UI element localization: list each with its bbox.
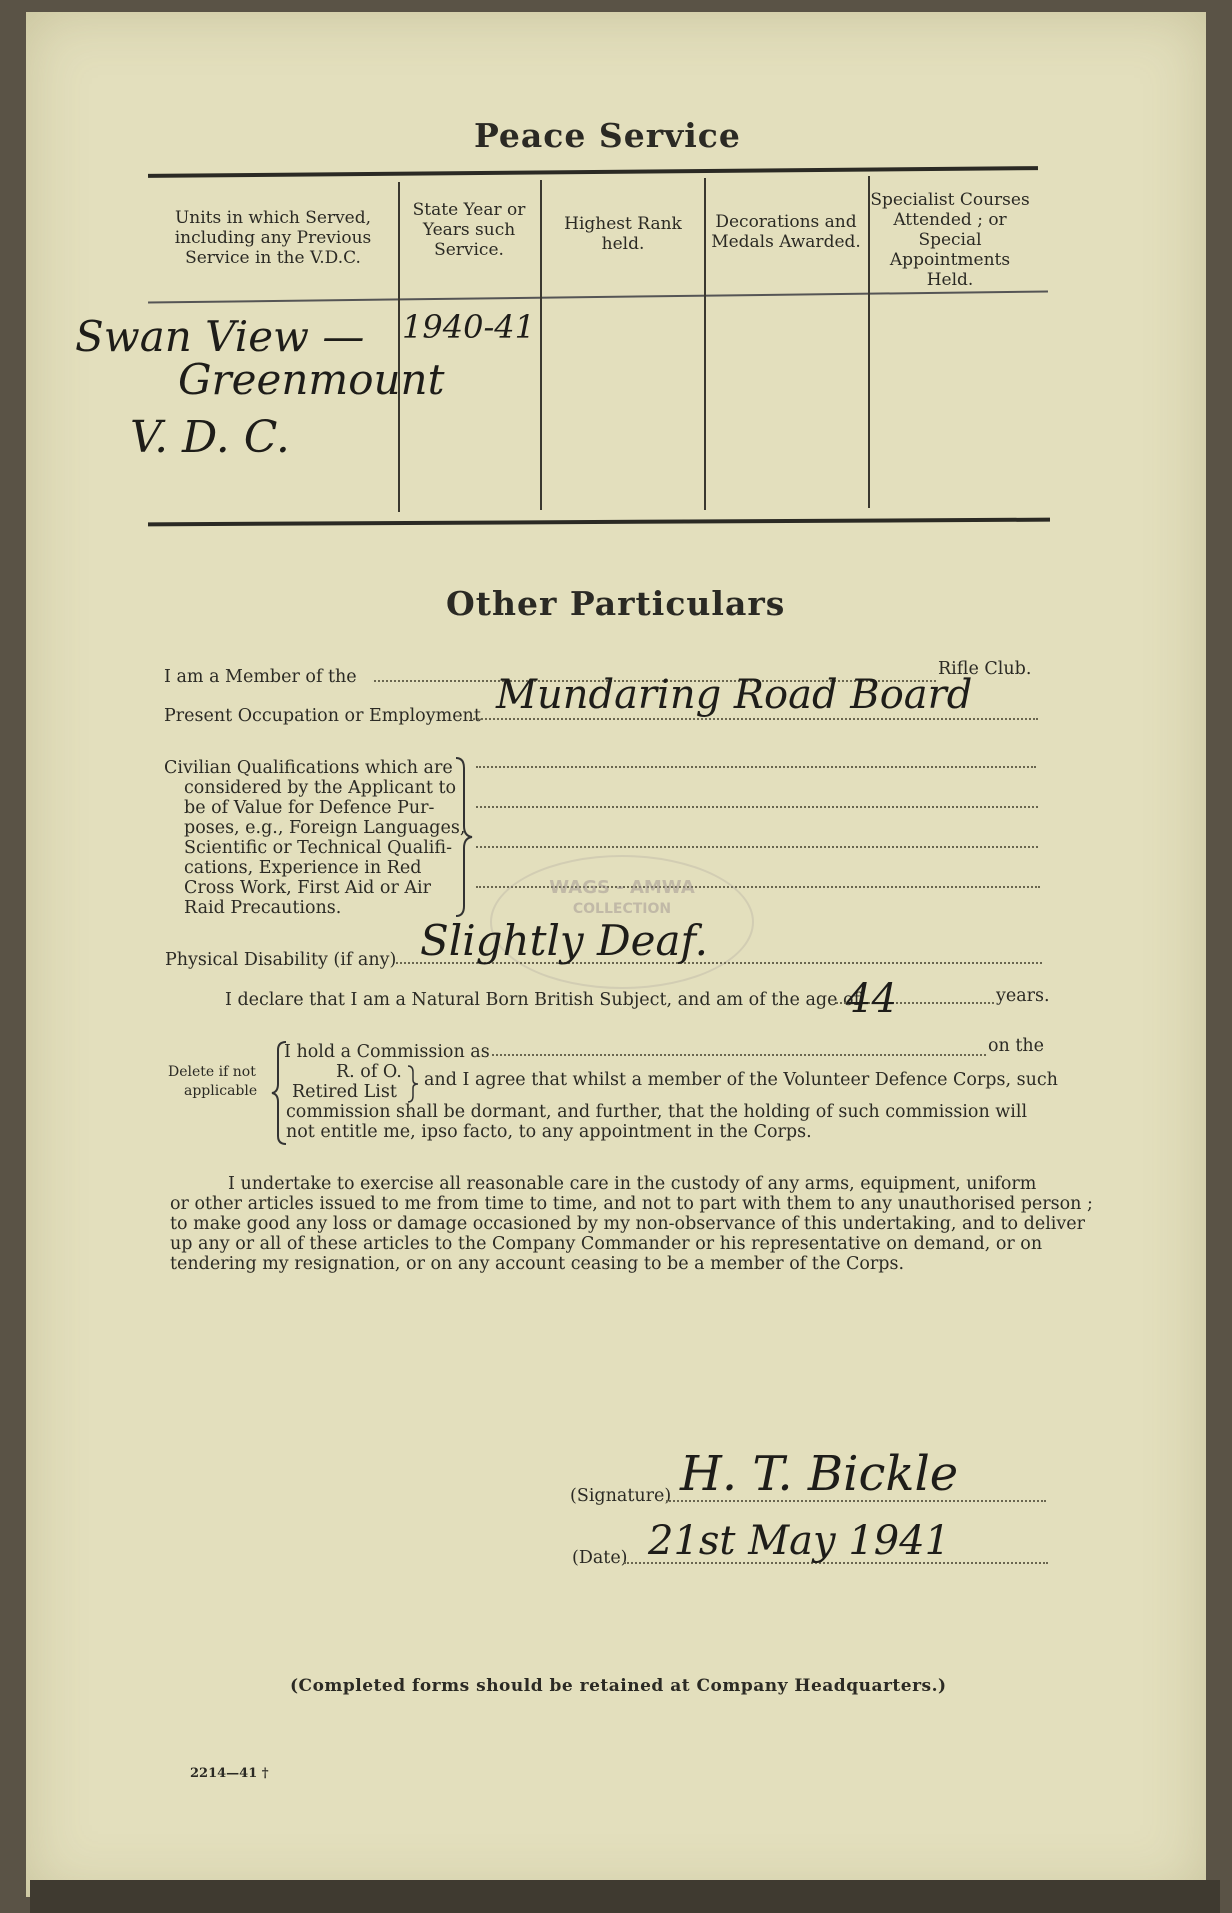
unit-entry-line3: V. D. C.	[130, 412, 290, 463]
col-header-rank: Highest Rank held.	[564, 214, 682, 254]
occupation-value: Mundaring Road Board	[496, 672, 973, 718]
delete-label-2: applicable	[184, 1083, 258, 1099]
col-header-decorations: Decorations and Medals Awarded.	[711, 212, 861, 252]
col-header-units: Units in which Served, including any Previous Service in the V.D.C.	[174, 208, 372, 268]
retired-list-brace	[406, 1064, 420, 1104]
member-label: I am a Member of the	[164, 667, 357, 687]
civilian-brace	[452, 756, 478, 918]
civilian-label-3: be of Value for Defence Pur-	[184, 798, 435, 818]
other-particulars-title: Other Particulars	[446, 584, 786, 623]
undertake-line-1: I undertake to exercise all reasonable care in the custody of any arms, equipment, uniform	[228, 1174, 1037, 1194]
unit-entry-line2: Greenmount	[178, 355, 445, 404]
commission-on-the: on the	[988, 1036, 1045, 1056]
occupation-label: Present Occupation or Employment	[164, 706, 481, 726]
civilian-label-5: Scientific or Technical Qualifi-	[184, 838, 452, 858]
civilian-fill-line-3[interactable]	[476, 846, 1038, 848]
page-shadow	[30, 1880, 1220, 1913]
occupation-fill-line[interactable]	[470, 718, 1038, 720]
civilian-label-2: considered by the Applicant to	[184, 778, 457, 798]
signature-label: (Signature)	[570, 1486, 672, 1506]
date-value: 21st May 1941	[648, 1518, 951, 1564]
declare-label: I declare that I am a Natural Born British Subject, and am of the age of	[225, 990, 861, 1010]
retention-note: (Completed forms should be retained at Company Headquarters.)	[290, 1676, 947, 1696]
commission-fill-line[interactable]	[492, 1054, 986, 1056]
disability-label: Physical Disability (if any)	[165, 950, 397, 970]
unit-entry-line1: Swan View —	[75, 312, 365, 361]
watermark-line1: WAGS - AMWA	[549, 877, 695, 898]
table-col-divider	[398, 182, 400, 512]
disability-value: Slightly Deaf.	[420, 916, 708, 965]
undertake-line-2: or other articles issued to me from time to time, and not to part with them to any unauthorised person ;	[170, 1194, 1093, 1214]
civilian-label-4: poses, e.g., Foreign Languages,	[184, 818, 466, 838]
peace-service-title: Peace Service	[474, 116, 741, 155]
watermark-line2: COLLECTION	[572, 901, 672, 917]
undertake-line-4: up any or all of these articles to the Company Commander or his representative on demand, or on	[170, 1234, 1043, 1254]
commission-line-3: and I agree that whilst a member of the Volunteer Defence Corps, such	[424, 1070, 1058, 1090]
delete-label-1: Delete if not	[168, 1064, 256, 1080]
signature-value: H. T. Bickle	[680, 1446, 959, 1502]
undertake-line-3: to make good any loss or damage occasioned by my non-observance of this undertaking, and to deliver	[170, 1214, 1086, 1234]
civilian-fill-line-1[interactable]	[476, 766, 1036, 768]
commission-rofo: R. of O.	[336, 1062, 402, 1082]
rifle-club-label: Rifle Club.	[938, 659, 1032, 679]
civilian-label-8: Raid Precautions.	[184, 898, 342, 918]
commission-line-1: I hold a Commission as	[284, 1042, 490, 1062]
civilian-label-7: Cross Work, First Aid or Air	[184, 878, 431, 898]
table-col-divider	[704, 178, 706, 510]
commission-line-4: commission shall be dormant, and further, that the holding of such commission will	[286, 1102, 1028, 1122]
form-code: 2214—41 †	[190, 1766, 269, 1781]
years-label: years.	[996, 986, 1050, 1006]
civilian-fill-line-2[interactable]	[476, 806, 1038, 808]
table-col-divider	[540, 180, 542, 510]
years-entry: 1940-41	[402, 308, 535, 346]
age-value: 44	[846, 976, 897, 1022]
col-header-specialist: Specialist Courses Attended ; or Special Appointments Held.	[870, 190, 1030, 290]
civilian-label-6: cations, Experience in Red	[184, 858, 422, 878]
commission-line-5: not entitle me, ipso facto, to any appointment in the Corps.	[286, 1122, 812, 1142]
date-label: (Date)	[572, 1548, 628, 1568]
col-header-years: State Year or Years such Service.	[412, 200, 526, 260]
undertake-line-5: tendering my resignation, or on any account ceasing to be a member of the Corps.	[170, 1254, 905, 1274]
civilian-label-1: Civilian Qualifications which are	[164, 758, 453, 778]
commission-retired-list: Retired List	[292, 1082, 397, 1102]
